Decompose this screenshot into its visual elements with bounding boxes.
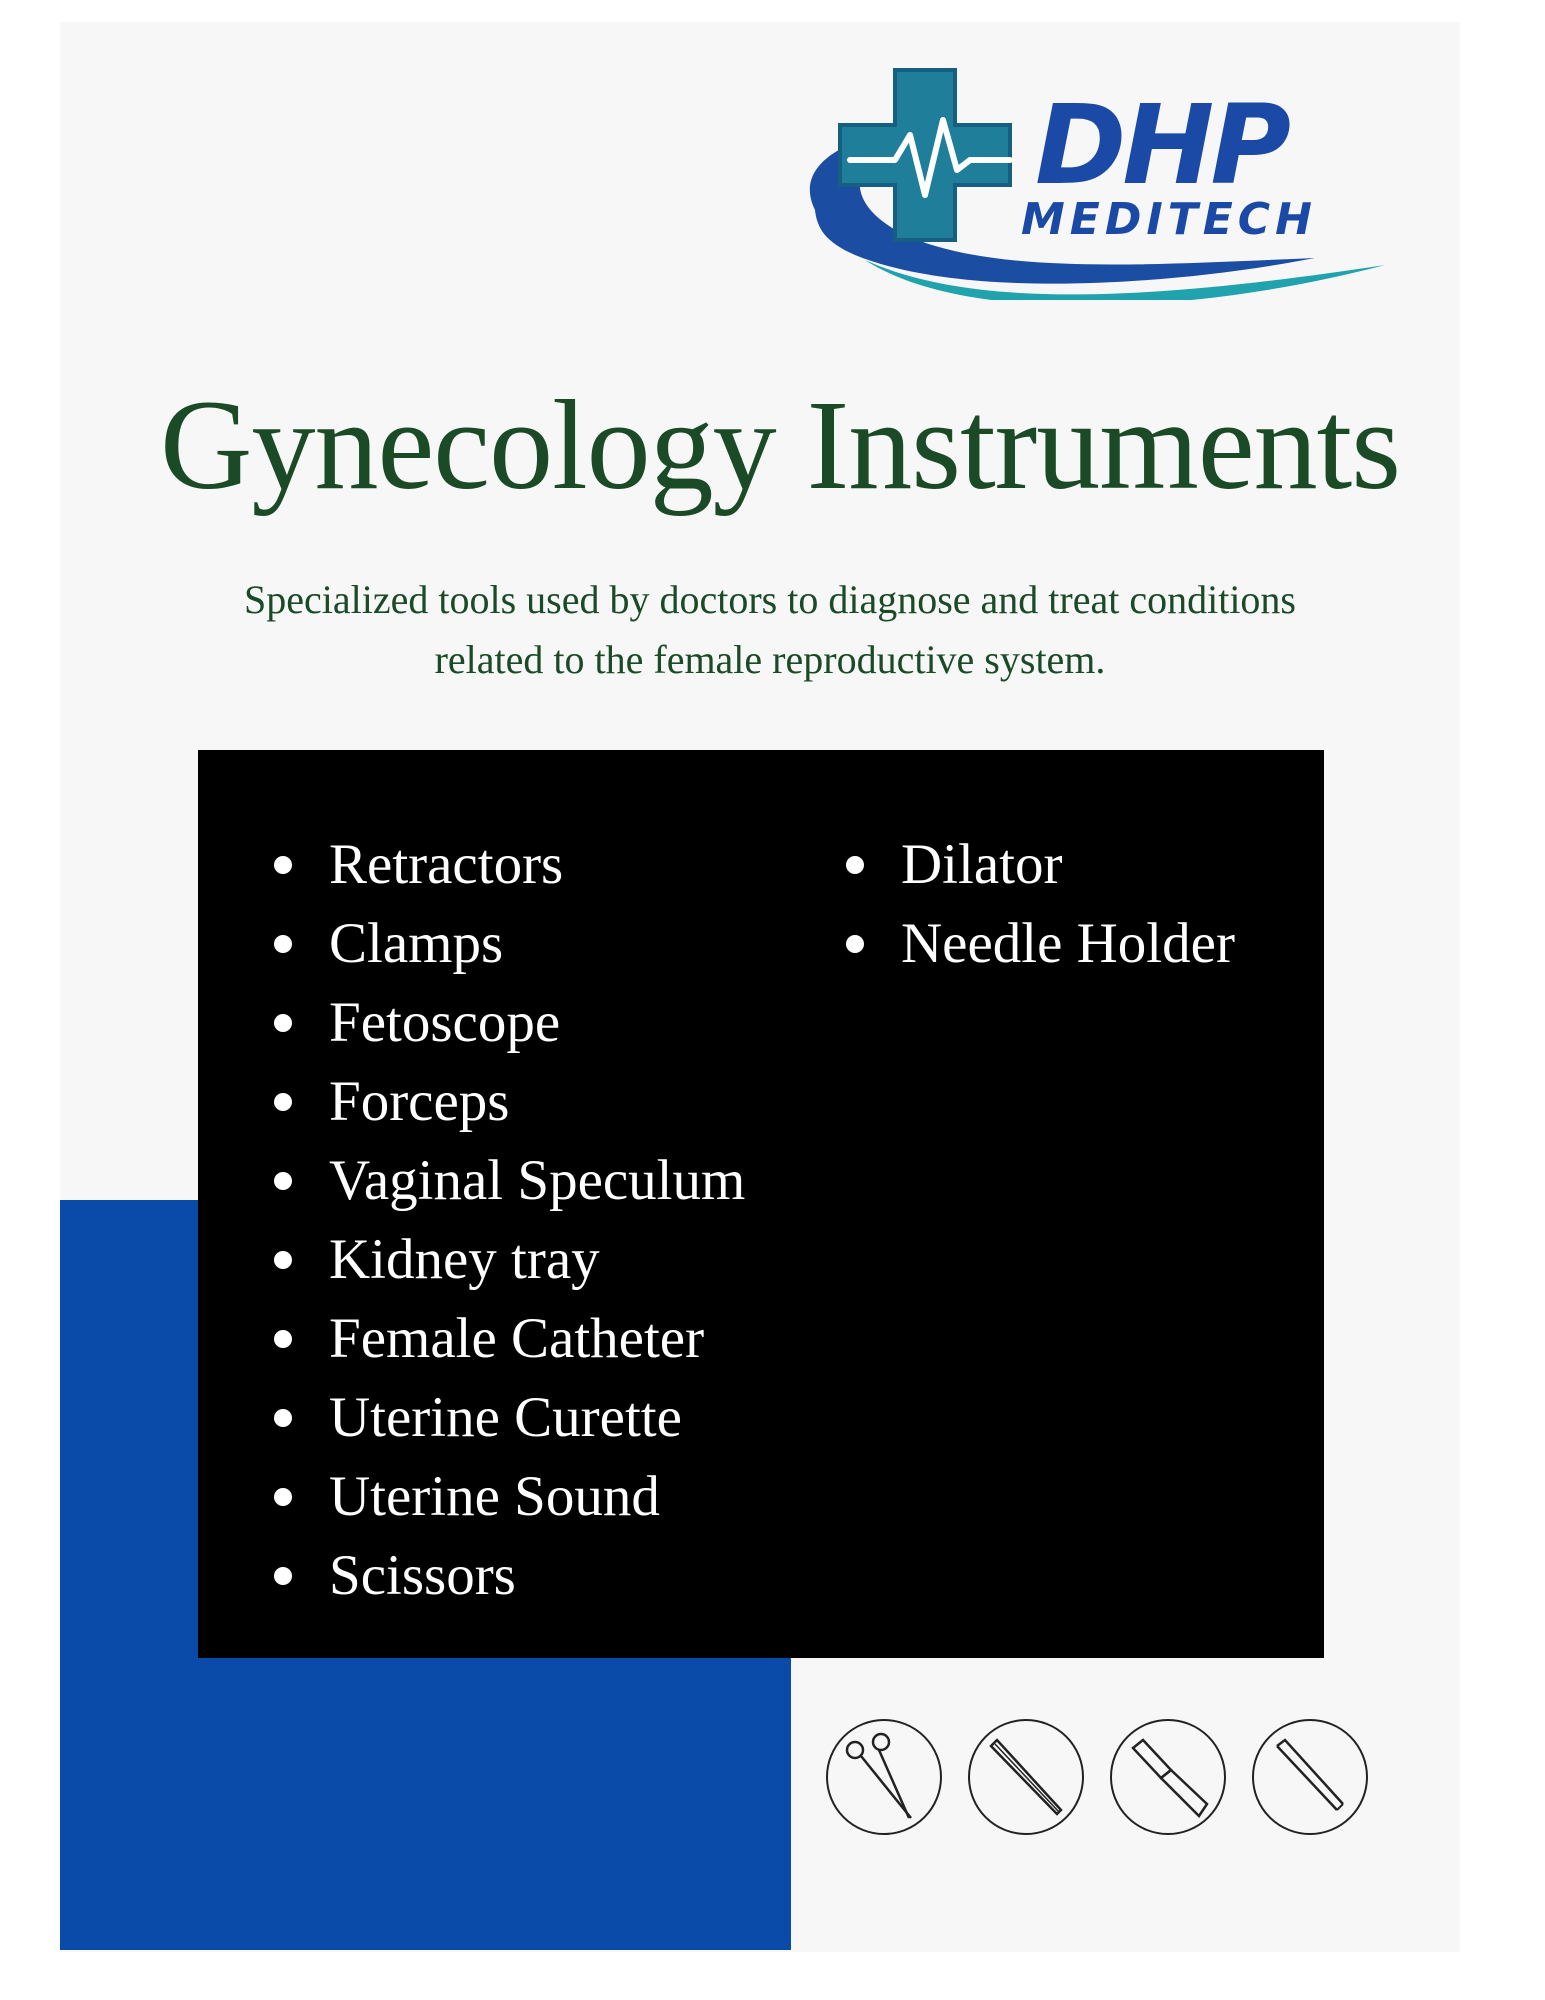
list-item-label: Clamps	[329, 912, 504, 975]
bullet-icon	[274, 1488, 292, 1506]
bullet-icon	[846, 856, 864, 874]
list-item	[274, 983, 745, 1062]
list-item-label: Uterine Sound	[329, 1465, 660, 1528]
scissors-icon	[825, 1718, 943, 1836]
list-item-label: Retractors	[329, 833, 564, 896]
scalpel-icon	[1109, 1718, 1227, 1836]
list-item-label: Vaginal Speculum	[329, 1149, 746, 1212]
page-title: Gynecology Instruments	[160, 374, 1400, 516]
bullet-icon	[846, 935, 864, 953]
company-logo	[795, 60, 1395, 300]
list-item	[274, 904, 745, 983]
list-item	[274, 1220, 745, 1299]
bullet-icon	[274, 1014, 292, 1032]
bullet-icon	[274, 1251, 292, 1269]
list-item	[274, 1062, 745, 1141]
bullet-icon	[274, 856, 292, 874]
bullet-icon	[274, 935, 292, 953]
list-item	[274, 1299, 745, 1378]
page-description: Specialized tools used by doctors to diagnose and treat conditions related to the female reproductive system.	[244, 577, 1296, 682]
list-item	[274, 1536, 745, 1615]
list-item	[846, 904, 1235, 983]
list-item	[846, 825, 1235, 904]
bullet-icon	[274, 1330, 292, 1348]
list-item	[274, 825, 745, 904]
list-item-label: Kidney tray	[329, 1228, 600, 1291]
bullet-icon	[274, 1567, 292, 1585]
logo-tagline: MEDITECH	[1021, 194, 1317, 245]
tweezers-icon	[1251, 1718, 1369, 1836]
list-item-label: Dilator	[901, 833, 1063, 896]
list-item-label: Forceps	[329, 1070, 510, 1133]
list-item	[274, 1378, 745, 1457]
list-item-label: Female Catheter	[329, 1307, 705, 1370]
bullet-icon	[274, 1093, 292, 1111]
list-item-label: Fetoscope	[329, 991, 561, 1054]
instrument-list-column-1	[274, 825, 745, 1615]
list-item-label: Uterine Curette	[329, 1386, 682, 1449]
list-item-label: Scissors	[329, 1544, 516, 1607]
bullet-icon	[274, 1172, 292, 1190]
list-item	[274, 1141, 745, 1220]
instrument-list-panel	[198, 750, 1324, 1658]
list-item	[274, 1457, 745, 1536]
instrument-icon-row	[825, 1718, 1385, 1848]
list-item-label: Needle Holder	[901, 912, 1235, 975]
forceps-icon	[967, 1718, 1085, 1836]
bullet-icon	[274, 1409, 292, 1427]
logo-wordmark: DHP	[1035, 81, 1287, 209]
instrument-list-column-2	[846, 825, 1235, 983]
